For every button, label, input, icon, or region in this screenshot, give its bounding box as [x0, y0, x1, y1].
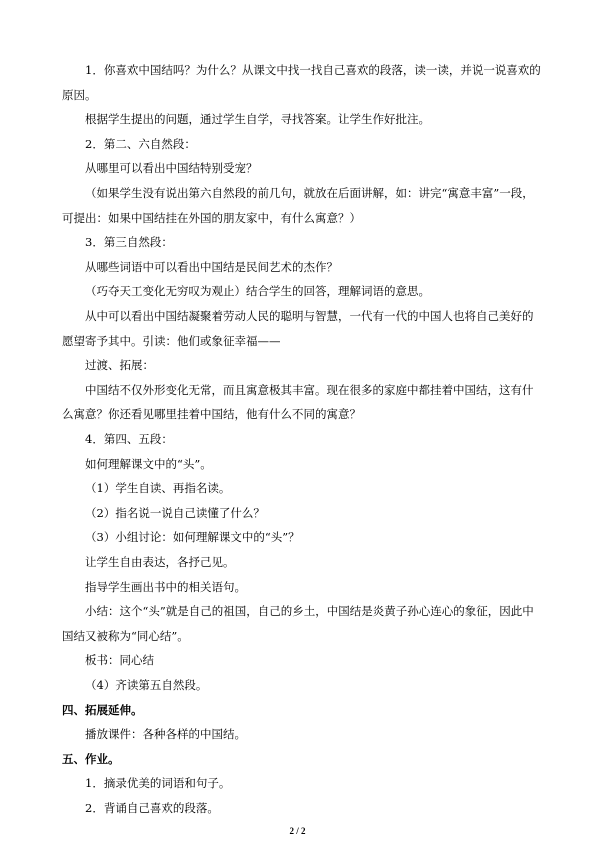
paragraph-underline: 指导学生画出书中的相关语句。: [85, 579, 246, 594]
paragraph-board: 板书：同心结: [85, 653, 154, 668]
paragraph-note-sixth: （如果学生没有说出第六自然段的前几句，就放在后面讲解，如：讲完“寓意丰富”一段，可提出：如果中国结挂在外国的朋友家中，有什么寓意？）: [62, 186, 534, 225]
question-tou: 如何理解课文中的“头”。: [85, 456, 212, 471]
paragraph-summary: 小结：这个“头”就是自己的祖国，自己的乡土，中国结是炎黄子孙心连心的象征，因此中国结又被称为“同心结”。: [62, 604, 534, 643]
heading-homework: 五、作业。: [62, 751, 120, 766]
page-number: 2 / 2: [289, 826, 306, 836]
heading-extension: 四、拓展延伸。: [62, 702, 143, 717]
paragraph-self-study: 根据学生提出的问题，通过学生自学，寻找答案。让学生作好批注。: [85, 112, 430, 127]
step-2: （2）指名说一说自己读懂了什么？: [85, 505, 265, 520]
paragraph-q1: 1．你喜欢中国结吗？为什么？从课文中找一找自己喜欢的段落，读一读，并说一说喜欢的原因。: [62, 63, 541, 102]
paragraph-meaning: 中国结不仅外形变化无常，而且寓意极其丰富。现在很多的家庭中都挂着中国结，这有什么寓意？你还看见哪里挂着中国结，他有什么不同的寓意？: [62, 382, 534, 422]
question-folk-art: 从哪些词语中可以看出中国结是民间艺术的杰作？: [85, 259, 338, 274]
step-3: （3）小组讨论：如何理解课文中的“头”？: [85, 530, 300, 545]
heading-transition: 过渡、拓展：: [85, 358, 154, 373]
paragraph-free-expression: 让学生自由表达，各抒己见。: [85, 555, 235, 569]
step-4: （4）齐读第五自然段。: [85, 678, 208, 692]
step-1: （1）学生自读、再指名读。: [85, 481, 231, 496]
heading-section-4-5: 4．第四、五段：: [85, 432, 173, 446]
homework-1: 1．摘录优美的词语和句子。: [85, 776, 231, 791]
heading-section-3: 3．第三自然段：: [85, 235, 173, 250]
paragraph-courseware: 播放课件：各种各样的中国结。: [85, 727, 246, 742]
paragraph-wisdom: 从中可以看出中国结凝聚着劳动人民的聪明与智慧，一代有一代的中国人也将自己美好的愿望寄予其中。引读：他们或象征幸福——: [62, 309, 534, 348]
paragraph-vocabulary: （巧夺天工变化无穷叹为观止）结合学生的回答，理解词语的意思。: [85, 284, 430, 299]
heading-section-2-6: 2．第二、六自然段：: [85, 136, 196, 151]
question-favored: 从哪里可以看出中国结特别受宠？: [85, 161, 258, 176]
homework-2: 2．背诵自己喜欢的段落。: [85, 801, 219, 815]
